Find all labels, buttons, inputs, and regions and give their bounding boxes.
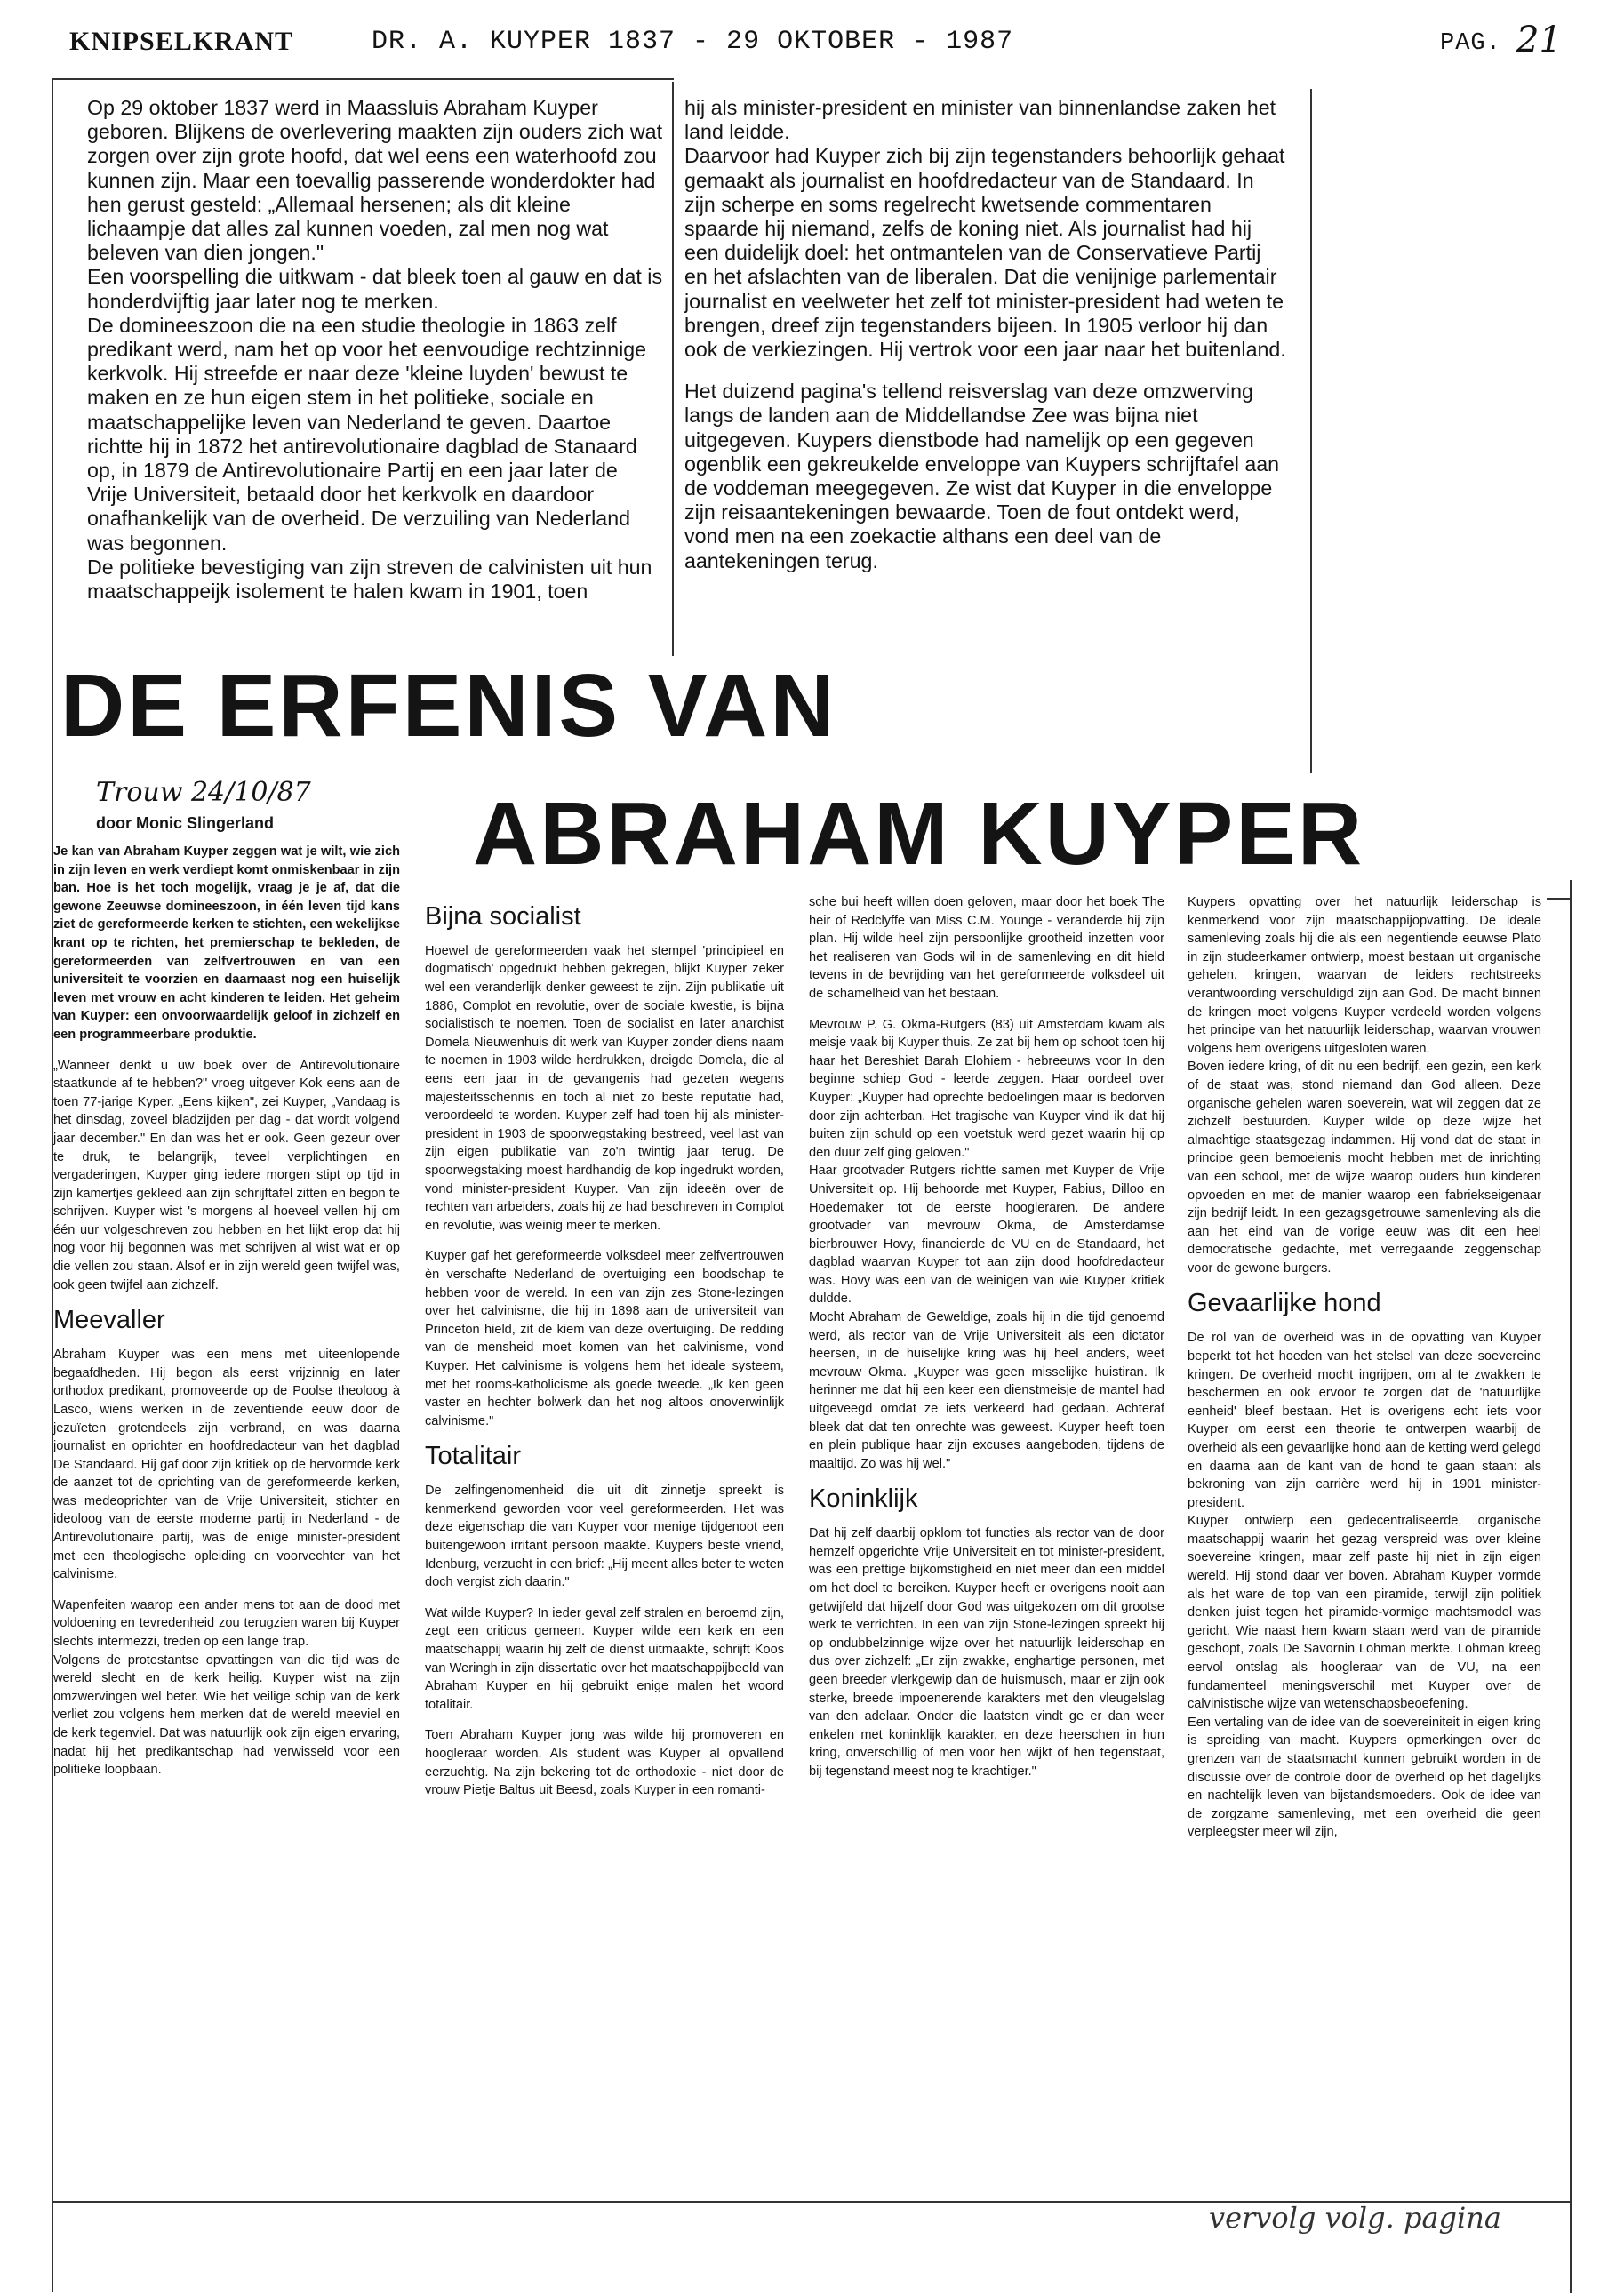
article-paragraph: Mocht Abraham de Geweldige, zoals hij in die tijd genoemd werd, als rector van de Vrije Universiteit als een dictator heersen, in de huiselijke kring was hij heel anders, weet mevrouw Okma. „Kuyper was geen misselijke huistiran. Ik herinner me dat hij een keer een dienstmeisje de mantel had uitgeveegd omdat ze iets verkeerd had gedaan. Achteraf bleek dat dat ten onrechte was geweest. Kuyper heeft toen en plein publique haar zijn excuses aangeboden, tijdens de maaltijd. Zo was hij wel." [809, 1310, 1164, 1471]
intro-paragraph: hij als minister-president en minister van binnenlandse zaken het land leidde. [684, 96, 1276, 144]
article-column-1 [53, 843, 400, 1792]
handwritten-continued-note: vervolg volg. pagina [1209, 2201, 1501, 2235]
article-column-4 [1188, 893, 1541, 1854]
header-page-label: PAG. [1440, 30, 1501, 57]
subheading-bijna-socialist: Bijna socialist [425, 902, 581, 931]
header-page-number: 21 [1516, 20, 1562, 60]
frame-body-top-line [1547, 898, 1572, 900]
article-paragraph: sche bui heeft willen doen geloven, maar door het boek The heir of Redclyffe van Miss C.M. Younge - veranderde hij zijn plan. Hij wilde heel zijn persoonlijke grootheid inzetten voor het realiseren van Gods wil in de samenleving en dit hield tevens in de bevrijding van het gereformeerde volksdeel uit de schamelheid van het bestaan. [809, 895, 1164, 1001]
article-column-2 [425, 896, 784, 1812]
article-paragraph: Toen Abraham Kuyper jong was wilde hij promoveren en hoogleraar worden. Als student was Kuyper al opvallend eerzuchtig. Na zijn bekering tot de orthodoxie - niet door de vrouw Pietje Baltus uit Beesd, zoals Kuyper in een romanti- [425, 1728, 784, 1798]
article-paragraph: Wapenfeiten waarop een ander mens tot aan de dood met voldoening en tevredenheid zou terugzien waren bij Kuyper slechts intermezzi, treden op een lange trap. [53, 1597, 400, 1650]
frame-intro-right-box [1310, 89, 1312, 773]
frame-right-line [1570, 880, 1572, 2293]
article-paragraph: Kuypers opvatting over het natuurlijk leiderschap is kenmerkend voor zijn maatschappijopvatting. De ideale samenleving zoals hij die als een negentiende eeuwse Plato in zijn studeerkamer ontwierp, moest bestaan uit organische gehelen, kringen, waarvan de leiders rechtstreeks verantwoording verschuldigd zijn aan God. De macht binnen de kringen moet volgens Kuyper verdeeld worden volgens het principe van het natuurlijk leiderschap, waarvan vrouwen volgens hem overigens uitgesloten waren. [1188, 895, 1541, 1056]
intro-paragraph: Op 29 oktober 1837 werd in Maassluis Abraham Kuyper geboren. Blijkens de overlevering maakten zijn ouders zich wat zorgen over zijn grote hoofd, dat wel eens een waterhoofd zou kunnen zijn. Maar een toevallig passerende wonderdokter had hen gerust gesteld: „Allemaal hersenen; als dit kleine lichaampje dat alles zal kunnen voeden, zal men nog wat beleven van dien jongen." [87, 96, 663, 265]
intro-left-column [87, 96, 663, 604]
article-paragraph: Een vertaling van de idee van de soevereiniteit in eigen kring is spreiding van macht. Kuypers opmerkingen over de grenzen van de staatsmacht kunnen gebruikt worden in de discussie over de controle door de overheid op het dagelijks en nachtelijk leven van bijstandsmoeders. Ook de idee van de zorgzame samenleving, met een overheid die geen verpleegster meer wil zijn, [1188, 1715, 1541, 1840]
article-paragraph: Mevrouw P. G. Okma-Rutgers (83) uit Amsterdam kwam als meisje vaak bij Kuyper thuis. Ze zat bij hem op schoot toen hij haar het Bereshiet Barah Elohiem - hebreeuws voor In den beginne schiep God - leerde zeggen. Haar oordeel over Kuyper: „Kuyper had oprechte bedoelingen maar is bedorven door zijn achterban. Het tragische van Kuyper vind ik dat hij buiten zijn schuld op een voetstuk werd gezet waarin hij op den duur zelf ging geloven." [809, 1017, 1164, 1160]
byline: door Monic Slingerland [96, 814, 275, 832]
article-paragraph: Wat wilde Kuyper? In ieder geval zelf stralen en beroemd zijn, zegt een criticus gemeen. Kuyper wilde een kerk en een maatschappij waarin hij zelf de dienst uitmaakte, schrijft Koos van Weringh in zijn dissertatie over het maatschappijbeeld van Abraham Kuyper en hij gebruikt enige malen het woord totalitair. [425, 1605, 784, 1712]
article-paragraph: Kuyper ontwierp een gedecentraliseerde, organische maatschappij waarin het gezag verspreid was over kleine soevereine kringen, maar zelf paste hij niet in zijn eigen wereld. Hij stond daar ver boven. Abraham Kuyper vormde als het ware de top van een piramide, terwijl zijn politiek denken juist tegen het piramide-vormige machtsmodel was gericht. Wie naast hem kwam staan werd van de piramide geschopt, zoals De Savornin Lohman merkte. Lohman kreeg eervol ontslag als hoogleraar van de VU, na een fundamenteel meningsverschil met Kuyper over de calvinistische wijze van wetenschapsbeoefening. [1188, 1514, 1541, 1712]
intro-paragraph: Een voorspelling die uitkwam - dat bleek toen al gauw en dat is honderdvijftig jaar later nog te merken. [87, 265, 663, 313]
headline-line-1: DE ERFENIS VAN [60, 656, 837, 756]
article-paragraph: Volgens de protestantse opvattingen van die tijd was de wereld slecht en de kerk heilig. Kuyper wist na zijn omzwervingen wel beter. Wie het veilige schip van de kerk verliet zou volgens hem merken dat de wereld meeviel en de kerk tegenviel. Dat was natuurlijk ook zijn eigen ervaring, nadat hij het predikantschap had verwisseld voor een politieke loopbaan. [53, 1652, 400, 1778]
subheading-gevaarlijke-hond: Gevaarlijke hond [1188, 1289, 1381, 1318]
subheading-meevaller: Meevaller [53, 1306, 165, 1335]
intro-paragraph: De domineeszoon die na een studie theologie in 1863 zelf predikant werd, nam het op voor het eenvoudige rechtzinnige kerkvolk. Hij streefde er naar deze 'kleine luyden' bewust te maken en ze hun eigen stem in het politieke, sociale en maatschappelijke leven van Nederland te geven. Daartoe richtte hij in 1872 het antirevolutionaire dagblad de Stanaard op, in 1879 de Antirevolutionaire Partij en een jaar later de Vrije Universiteit, betaald door het kerkvolk en daardoor onafhankelijk van de overheid. De verzuiling van Nederland was begonnen. [87, 313, 647, 555]
article-lead: Je kan van Abraham Kuyper zeggen wat je wilt, wie zich in zijn leven en werk verdiept komt onmiskenbaar in zijn ban. Hoe is het toch mogelijk, vraag je je af, dat die gewone Zeeuwse domineeszoon, in één leven tijd kans ziet de gereformeerde kerken te stichten, een wekelijkse krant op te richten, het premierschap te bekleden, de gereformeerden van zelfvertrouwen en van een universiteit te voorzien en daarnaast nog een huiselijk leven met vrouw en acht kinderen te leiden. Het geheim van Kuyper: een onvoorwaardelijk geloof in zichzelf en een programmeerbare produktie. [53, 844, 400, 1042]
article-paragraph: Haar grootvader Rutgers richtte samen met Kuyper de Vrije Universiteit op. Hij behoorde met Kuyper, Fabius, Dilloo en Hoedemaker tot de eerste hoogleraren. De andere grootvader van mevrouw Okma, de Amsterdamse bierbrouwer Hovy, financierde de VU en de Standaard, het dagblad waarvan Kuyper tot aan zijn dood hoofdredacteur was. Hovy was een van de weinigen van wie Kuyper kritiek duldde. [809, 1164, 1164, 1307]
article-paragraph: De rol van de overheid was in de opvatting van Kuyper beperkt tot het hoeden van het stelsel van deze soevereine kringen. De overheid mocht ingrijpen, om al te zwakken te beschermen en ook ervoor te zorgen dat de 'natuurlijke eenheid' bleef bestaan. Het is overigens echt iets voor Kuyper om eerst een theorie te ontwerpen waarbij de overheid als een gevaarlijke hond aan de ketting werd gelegd en daarna aan de kant van de hond te gaan staan: als bekroning van zijn carrière werd hij in 1901 minister-president. [1188, 1331, 1541, 1510]
subheading-totalitair: Totalitair [425, 1442, 521, 1471]
article-paragraph: Kuyper gaf het gereformeerde volksdeel meer zelfvertrouwen èn verschafte Nederland de overtuiging een boodschap te hebben voor de wereld. In een van zijn zes Stone-lezingen over het calvinisme, die hij in 1898 aan de universiteit van Princeton hield, zit de kiem van deze overtuiging. De redding van de mensheid moet komen van het calvinisme, vond Kuyper. Het calvinisme is volgens hem het ideale systeem, met het rooms-katholicisme als goede tweede. „Ik ken geen vaster en hechter bolwerk dan het nog altoos onoverwinlijk calvinisme." [425, 1249, 784, 1428]
article-paragraph: Boven iedere kring, of dit nu een bedrijf, een gezin, een kerk of de staat was, stond niemand dan God alleen. Deze organische gehelen waren soeverein, wat wil zeggen dat ze zichzelf bestuurden. Kuyper wilde op deze wijze het almachtige staatsgezag indammen. Hij vond dat de staat in principe geen bemoeienis mocht hebben met de inrichting van een school, met de wijze waarop ouders hun kinderen opvoeden en met de manier waarop een fabriekseigenaar zijn bedrijf leidt. In een gezagsgetrouwe samenleving als die aan het eind van de vorige eeuw was dit een heel democratische gedachte, met verregaande zeggenschap voor de gewone burgers. [1188, 1060, 1541, 1276]
handwritten-source-note: Trouw 24/10/87 [96, 777, 311, 808]
article-column-3 [809, 893, 1164, 1794]
article-paragraph: Abraham Kuyper was een mens met uiteenlopende begaafdheden. Hij begon als eerst vrijzinnig en later orthodox predikant, promoveerde op de Poolse theoloog à Lasco, wiens werken in de zeventiende eeuw door de jezuïeten grotendeels zijn verbrand, en was daarna journalist en oprichter en hoofdredacteur van het dagblad De Standaard. Hij gaf door zijn kritiek op de hervormde kerk de aanzet tot de oprichting van de gereformeerde kerken, was medeoprichter van de Vrije Universiteit, stichter en ideoloog van de eerste moderne partij in Nederland - de Antirevolutionaire partij, was de enige minister-president met een theologische opleiding en voorvechter van het calvinisme. [53, 1348, 400, 1582]
article-paragraph: „Wanneer denkt u uw boek over de Antirevolutionaire staatkunde af te hebben?" vroeg uitgever Kok eens aan de toen 77-jarige Kyper. „Eens kijken", zei Kuyper, „Vandaag is het dinsdag, zoveel bladzijden per dag - dat wordt volgend jaar december." En dan was het er ook. Geen gezeur over te druk, te belangrijk, teveel verplichtingen en vergaderingen, Kuyper ging iedere morgen stipt op tijd in zijn kamertjes gekleed aan zijn schrijftafel zitten en begon te schrijven. Kuyper wist 's morgens al hoeveel vellen hij om één uur volgeschreven zou hebben en het lijkt erop dat hij nog voor hij begonnen was met schrijven al wist wat er op die vellen zou staan. Alsof er in zijn wereld geen twijfel was, ook geen twijfel aan zichzelf. [53, 1058, 400, 1292]
header-title: KNIPSELKRANT [69, 27, 294, 56]
article-paragraph: Hoewel de gereformeerden vaak het stempel 'principieel en dogmatisch' opgedrukt hebben gekregen, blijkt Kuyper zeker wel een veranderlijk denker geweest te zijn. Zijn publikatie uit 1886, Complot en revolutie, over de sociale kwestie, is bijna socialistisch te noemen. Toen de socialist en later anarchist Domela Nieuwenhuis dit werk van Kuyper zonder diens naam te noemen in 1903 wilde herdrukken, dreigde Domela, die al eens een jaar in de gevangenis had gezeten wegens majesteitsschennis en toch al niet zo beste reputatie had, veroordeeld te worden. Kuyper zelf had toen hij als minister-president in 1903 de spoorwegstaking bestreed, veel last van zijn eigen publikatie van zo'n twintig jaar terug. De spoorwegstaking moest hardhandig de kop ingedrukt worden, vond minister-president Kuyper. Van zijn ideeën over de rechten van arbeiders, zoals hij ze had beschreven in Complot en revolutie, was weinig meer te merken. [425, 943, 784, 1233]
article-paragraph: Dat hij zelf daarbij opklom tot functies als rector van de door hemzelf opgerichte Vrije Universiteit en tot minister-president, was een prettige bijkomstigheid en niet meer dan een middel om het doel te bereiken. Kuyper heeft er overigens nooit aan getwijfeld dat hijzelf door God was uitgekozen om dit grootse werk te verrichten. In een van zijn Stone-lezingen spreekt hij op ondubbelzinnige wijze over het natuurlijk leiderschap en dus over zichzelf: „Er zijn zwakke, enghartige personen, met geen breeder vlerkgewip dan de huismusch, maar er zijn ook sterke, breede impoenerende karakters met den vleugelslag van den adelaar. Onder die laatsten vindt ge er dan weer enkelen met koninklijk karakter, en deze heerschen in hun kring, onverschillig of men voor hen wijkt of hen tegenstaat, bij tegenstand meest nog te krachtiger." [809, 1526, 1164, 1780]
header-subject: DR. A. KUYPER 1837 - 29 OKTOBER - 1987 [372, 27, 1014, 57]
intro-paragraph: Daarvoor had Kuyper zich bij zijn tegenstanders behoorlijk gehaat gemaakt als journalist en hoofdredacteur van de Standaard. In zijn scherpe en soms regelrecht kwetsende commentaren spaarde hij niemand, zelfs de koning niet. Als journalist had hij een duidelijk doel: het ontmantelen van de Conservatieve Partij en het afslachten van de liberalen. Dat die venijnige parlementair journalist en veelweter het zelf tot minister-president had weten te brengen, dreef zijn tegenstanders bijeen. In 1905 verloor hij dan ook de verkiezingen. Hij vertrok voor een jaar naar het buitenland. [684, 144, 1286, 362]
intro-right-column [684, 96, 1289, 573]
frame-intro-divider [672, 82, 674, 656]
intro-paragraph: De politieke bevestiging van zijn streven de calvinisten uit hun maatschappeijk isolement te halen kwam in 1901, toen [87, 555, 652, 604]
frame-top-line-left [52, 78, 674, 80]
intro-paragraph: Het duizend pagina's tellend reisverslag van deze omzwerving langs de landen aan de Middellandse Zee was bijna niet uitgegeven. Kuypers dienstbode had namelijk op een gegeven ogenblik een gekreukelde enveloppe van Kuypers schrijftafel aan de voddeman meegegeven. Ze wist dat Kuyper in die enveloppe zijn reisaantekeningen bewaarde. Toen de fout ontdekt werd, vond men na een zoekactie althans een deel van de aantekeningen terug. [684, 380, 1280, 572]
subheading-koninklijk: Koninklijk [809, 1484, 918, 1514]
headline-line-2: ABRAHAM KUYPER [473, 784, 1365, 884]
article-paragraph: De zelfingenomenheid die uit dit zinnetje spreekt is kenmerkend geworden voor veel gereformeerden. Het was deze eigenschap die van Kuyper voor menige tijdgenoot een buitengewoon irritant persoon maakte. Kuypers beste vriend, Idenburg, verzucht in een brief: „Hij meent alles beter te weten doch vergist zich daarin." [425, 1484, 784, 1590]
